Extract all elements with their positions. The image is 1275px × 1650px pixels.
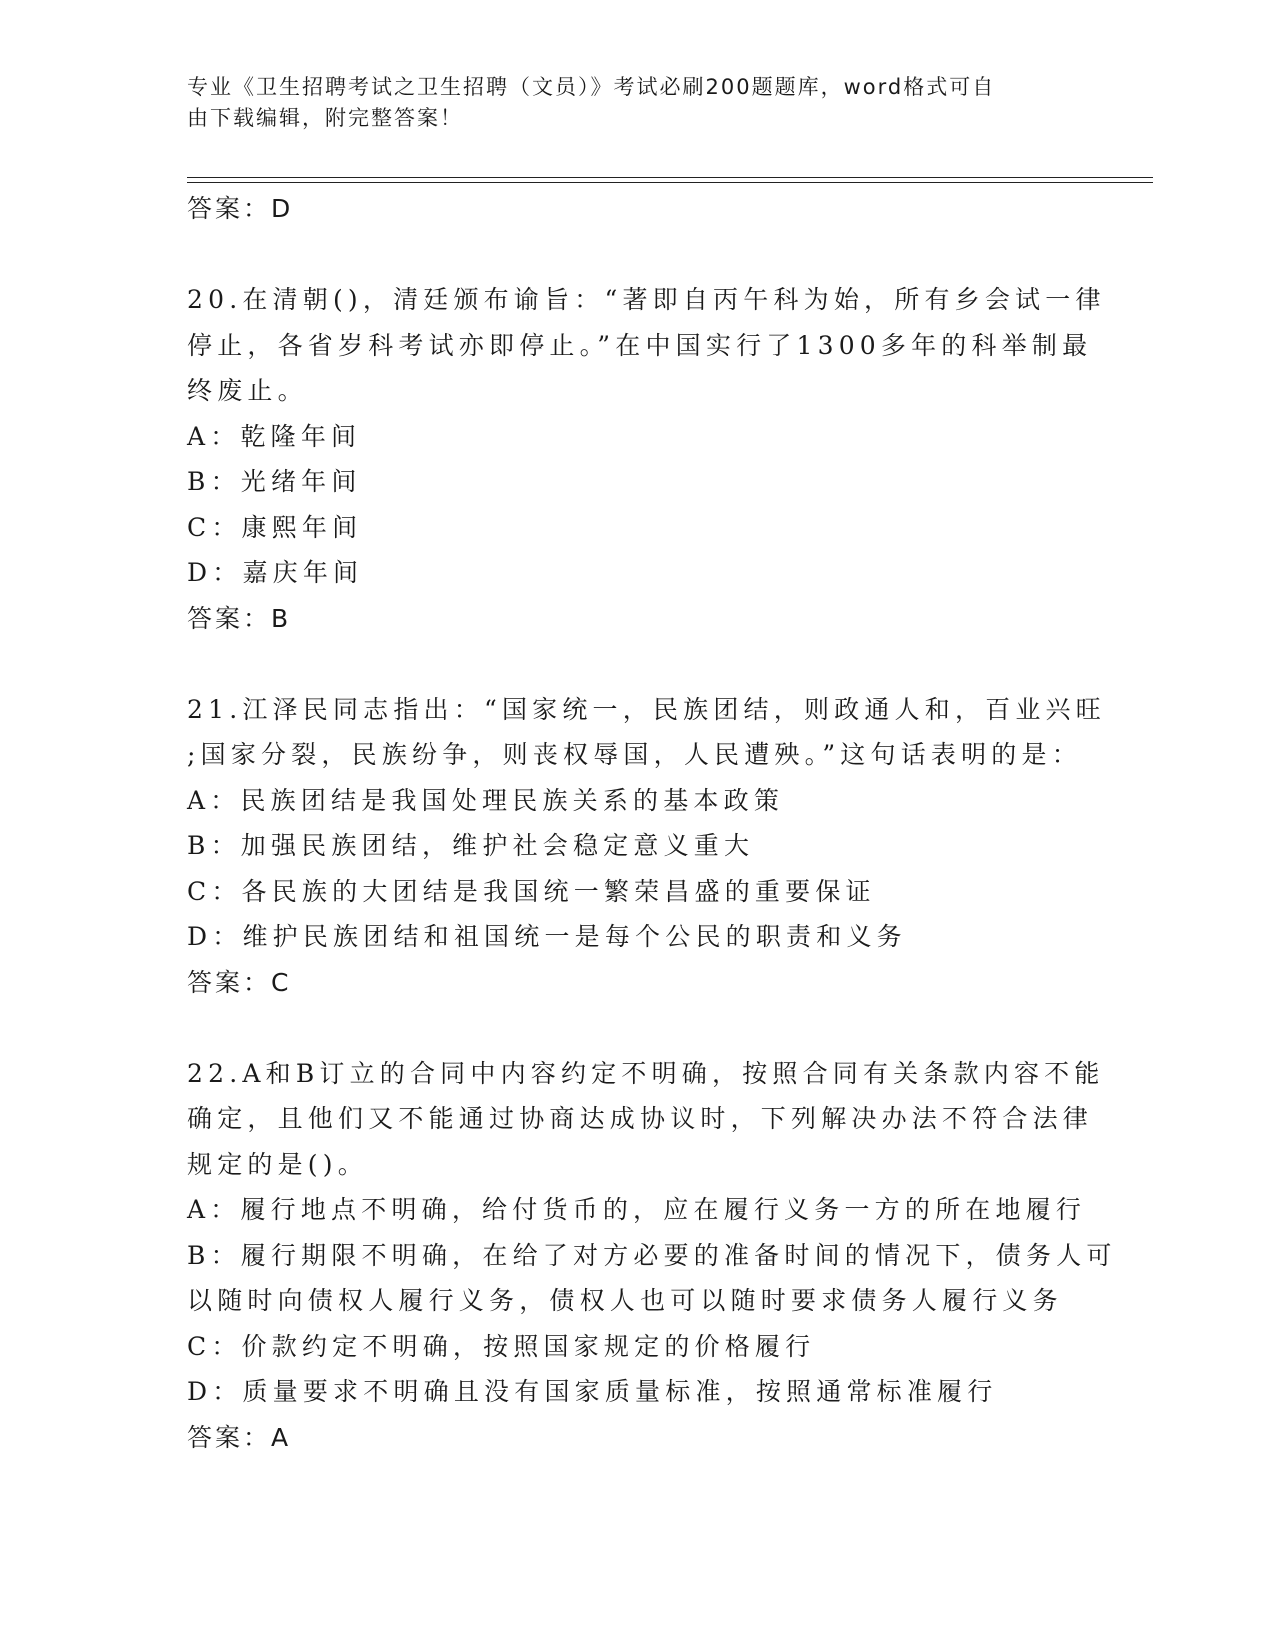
question-list [187, 186, 1117, 1460]
spacer [187, 641, 1077, 687]
header-line-1: 专业《卫生招聘考试之卫生招聘（文员）》考试必刷200题题库，word格式可自 [187, 75, 996, 99]
option-c: C：康熙年间 [187, 512, 363, 542]
answer-previous: 答案：D [187, 194, 294, 223]
question-20 [187, 277, 1106, 641]
header-divider-top [187, 177, 1153, 178]
option-a: A：履行地点不明确，给付货币的，应在履行义务一方的所在地履行 [187, 1195, 1087, 1224]
page-header [187, 72, 1067, 134]
option-b-continued: 以随时向债权人履行义务，债权人也可以随时要求债务人履行义务 [187, 1286, 1063, 1315]
question-text-line: 21.江泽民同志指出：“国家统一，民族团结，则政通人和，百业兴旺 [187, 694, 1106, 724]
option-b: B：光绪年间 [187, 467, 362, 496]
option-c: C：价款约定不明确，按照国家规定的价格履行 [187, 1331, 816, 1361]
option-b: B：加强民族团结，维护社会稳定意义重大 [187, 831, 755, 860]
option-c: C：各民族的大团结是我国统一繁荣昌盛的重要保证 [187, 876, 876, 906]
option-d: D：质量要求不明确且没有国家质量标准，按照通常标准履行 [187, 1377, 998, 1406]
question-text-line: 22.A和B订立的合同中内容约定不明确，按照合同有关条款内容不能 [187, 1058, 1105, 1088]
question-text-line: 确定，且他们又不能通过协商达成协议时，下列解决办法不符合法律 [187, 1104, 1094, 1133]
question-text-line: 停止，各省岁科考试亦即停止。”在中国实行了1300多年的科举制最 [187, 330, 1093, 360]
answer: 答案：B [187, 603, 292, 633]
header-line-2: 由下载编辑，附完整答案！ [187, 106, 463, 130]
answer: 答案：A [187, 1422, 292, 1452]
question-text-line: 20.在清朝()，清廷颁布谕旨：“著即自丙午科为始，所有乡会试一律 [187, 285, 1106, 314]
spacer [187, 232, 1077, 278]
option-a: A：乾隆年间 [187, 421, 362, 451]
question-22 [187, 1051, 1117, 1461]
question-text-line: 规定的是()。 [187, 1149, 368, 1179]
spacer [187, 1005, 1077, 1051]
header-divider-bottom [187, 182, 1153, 183]
question-text-line: 终废止。 [187, 376, 308, 405]
question-text-line: ;国家分裂，民族纷争，则丧权辱国，人民遭殃。”这句话表明的是： [187, 740, 1082, 769]
answer: 答案：C [187, 967, 292, 997]
question-21 [187, 687, 1106, 1006]
option-a: A：民族团结是我国处理民族关系的基本政策 [187, 785, 785, 815]
option-d: D：维护民族团结和祖国统一是每个公民的职责和义务 [187, 922, 907, 951]
option-b: B：履行期限不明确，在给了对方必要的准备时间的情况下，债务人可 [187, 1240, 1117, 1270]
option-d: D：嘉庆年间 [187, 558, 364, 587]
